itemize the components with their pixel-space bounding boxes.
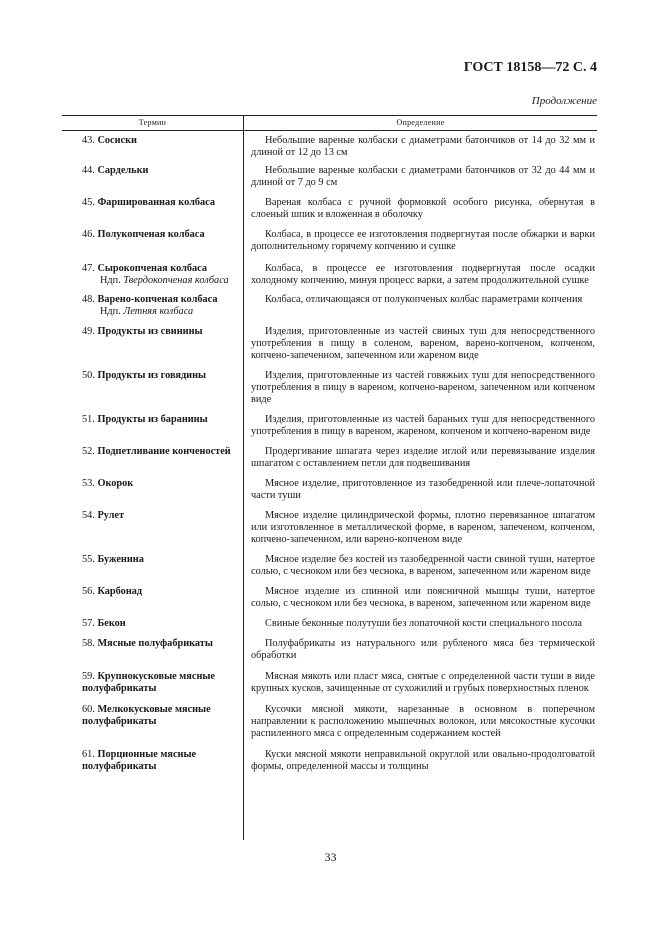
definition-cell: Мясное изделие из спинной или поясничной мышцы туши, натертое солью, с чесноком или без чеснока, в вареном, запеченном или жареном виде [251, 586, 595, 609]
term-name: Мясные полуфабрикаты [97, 638, 213, 649]
table-top-rule [62, 115, 597, 116]
term-name: Фаршированная колбаса [97, 197, 216, 208]
table-row [62, 554, 597, 578]
term-name: Продукты из говядины [97, 370, 207, 381]
term-name: Сырокопченая колбаса [97, 263, 208, 274]
table-row [62, 263, 597, 287]
term-name: Продукты из свинины [97, 326, 203, 337]
term-name: Продукты из баранины [97, 414, 208, 425]
term-cell [62, 478, 243, 502]
term-cell [62, 135, 243, 159]
term-number: 57. [82, 618, 95, 629]
definition-cell: Кусочки мясной мякоти, нарезанные в основном в поперечном направлении к расположению мышечных волокон, или мясокостные кусочки распиленного мяса с определенным содержанием костей [251, 704, 595, 739]
not-allowed-label: Ндп. [100, 306, 121, 317]
term-cell [62, 197, 243, 221]
term-number: 48. [82, 294, 95, 305]
term-name: Рулет [97, 510, 125, 521]
definition-cell: Свиные беконные полутуши без лопаточной кости специального посола [265, 618, 583, 629]
definition-cell: Изделия, приготовленные из частей бараньих туш для непосредственного употребления в пищу в вареном, жареном, копченом и копчено-вареном виде [251, 414, 595, 437]
term-number: 60. [82, 704, 95, 715]
term-number: 59. [82, 671, 95, 682]
term-name: Порционные мясные полуфабрикаты [82, 749, 197, 772]
term-number: 47. [82, 263, 95, 274]
term-name: Карбонад [97, 586, 143, 597]
table-row [62, 135, 597, 159]
term-number: 58. [82, 638, 95, 649]
term-number: 49. [82, 326, 95, 337]
definition-cell: Изделия, приготовленные из частей свиных туш для непосредственного употребления в пищу в соленом, вареном, варено-копченом, копченом, копчено-запеченном, запеченном или жареном виде [251, 326, 595, 361]
terms-table [62, 115, 597, 840]
term-number: 61. [82, 749, 95, 760]
term-cell [62, 414, 243, 438]
table-row [62, 510, 597, 546]
term-number: 54. [82, 510, 95, 521]
page-number: 33 [324, 850, 337, 864]
term-name: Полукопченая колбаса [97, 229, 205, 240]
table-row [62, 414, 597, 438]
term-number: 50. [82, 370, 95, 381]
table-row [62, 446, 597, 470]
term-cell [62, 229, 243, 253]
term-cell [62, 618, 243, 630]
column-header-definition: Определение [396, 118, 445, 127]
table-row [62, 671, 597, 695]
term-cell [62, 294, 243, 318]
term-cell [62, 586, 243, 610]
term-cell [62, 165, 243, 189]
definition-cell: Небольшие вареные колбаски с диаметрами батончиков от 14 до 32 мм и длиной от 12 до 13 см [251, 135, 595, 158]
definition-cell: Вареная колбаса с ручной формовкой особого рисунка, обернутая в слоеный шпик и вложенная в оболочку [251, 197, 595, 220]
table-row [62, 478, 597, 502]
term-number: 43. [82, 135, 95, 146]
definition-cell: Мясная мякоть или пласт мяса, снятые с определенной части туши в виде крупных кусков, зачищенные от сухожилий и грубых поверхностных пленок [251, 671, 595, 694]
term-number: 55. [82, 554, 95, 565]
continued-label: Продолжение [531, 95, 597, 107]
definition-cell: Продергивание шпагата через изделие иглой или перевязывание изделия шпагатом с оставлением петли для подвешивания [251, 446, 595, 469]
table-row [62, 618, 597, 630]
term-name: Буженина [97, 554, 144, 565]
definition-cell: Мясное изделие без костей из тазобедренной части свиной туши, натертое солью, с чесноком или без чеснока, в вареном, запеченном или жареном виде [251, 554, 595, 577]
term-cell [62, 326, 243, 362]
not-allowed-term-name: Летняя колбаса [123, 306, 194, 317]
term-number: 56. [82, 586, 95, 597]
term-number: 51. [82, 414, 95, 425]
definition-cell: Куски мясной мякоти неправильной округлой или овально-продолговатой формы, определенной массы и толщины [251, 749, 595, 772]
term-name: Подпетливание конченостей [97, 446, 231, 457]
definition-cell: Небольшие вареные колбаски с диаметрами батончиков от 32 до 44 мм и длиной от 7 до 9 см [251, 165, 595, 188]
term-cell [62, 749, 243, 773]
definition-cell: Колбаса, в процессе ее изготовления подвергнутая после осадки холодному копчению, минуя процесс варки, а затем продолжительной сушке [251, 263, 595, 286]
table-row [62, 704, 597, 740]
table-row [62, 165, 597, 189]
table-row [62, 586, 597, 610]
term-name: Окорок [97, 478, 134, 489]
term-name: Варено-копченая колбаса [97, 294, 218, 305]
table-row [62, 638, 597, 662]
definition-cell: Полуфабрикаты из натурального или рубленого мяса без термической обработки [251, 638, 595, 661]
column-header-term: Термин [138, 118, 167, 127]
table-row [62, 326, 597, 362]
term-name: Мелкокусковые мясные полуфабрикаты [82, 704, 211, 727]
term-name: Крупнокусковые мясные полуфабрикаты [82, 671, 215, 694]
definition-cell: Мясное изделие цилиндрической формы, плотно перевязанное шпагатом или изготовленное в металлической форме, в вареном, запеченом, копченом, копчено-запеченном, или варено-копченом виде [251, 510, 595, 545]
not-allowed-term [100, 275, 239, 287]
document-header: ГОСТ 18158—72 С. 4 [463, 60, 597, 75]
table-body [62, 135, 597, 781]
term-name: Сардельки [97, 165, 149, 176]
table-row [62, 197, 597, 221]
definition-cell: Изделия, приготовленные из частей говяжьих туш для непосредственного употребления в пищу в вареном, копчено-вареном, запеченном или копченом виде [251, 370, 595, 405]
term-cell [62, 671, 243, 695]
term-cell [62, 446, 243, 470]
table-row [62, 370, 597, 406]
term-name: Сосиски [97, 135, 137, 146]
not-allowed-term-name: Твердокопченая колбаса [123, 275, 229, 286]
term-cell [62, 638, 243, 662]
table-row [62, 229, 597, 253]
term-number: 44. [82, 165, 95, 176]
term-cell [62, 510, 243, 546]
term-cell [62, 370, 243, 406]
term-number: 46. [82, 229, 95, 240]
term-cell [62, 704, 243, 740]
table-header-rule [62, 130, 597, 131]
term-cell [62, 263, 243, 287]
not-allowed-term [100, 306, 239, 318]
term-name: Бекон [97, 618, 126, 629]
definition-cell: Мясное изделие, приготовленное из тазобедренной или плече-лопаточной части туши [251, 478, 595, 501]
definition-cell: Колбаса, отличающаяся от полукопченых колбас параметрами копчения [265, 294, 583, 305]
definition-cell: Колбаса, в процессе ее изготовления подвергнутая после обжарки и варки дополнительному горячему копчению и сушке [251, 229, 595, 252]
table-row [62, 294, 597, 318]
term-number: 52. [82, 446, 95, 457]
term-number: 53. [82, 478, 95, 489]
term-cell [62, 554, 243, 578]
term-number: 45. [82, 197, 95, 208]
not-allowed-label: Ндп. [100, 275, 121, 286]
table-row [62, 749, 597, 773]
